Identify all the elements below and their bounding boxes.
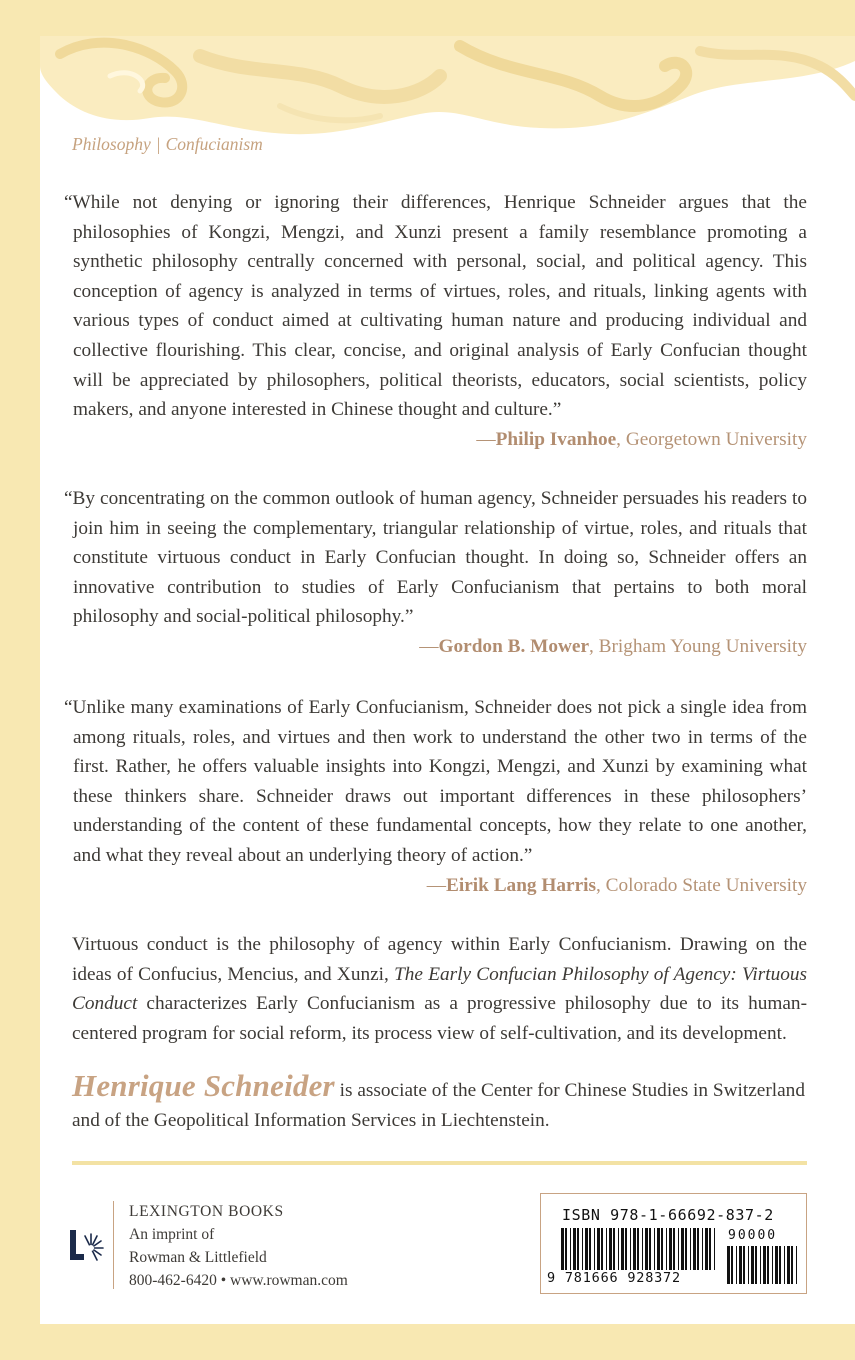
quote-text: “While not denying or ignoring their differences, Henrique Schneider argues that the philosophies of Kongzi, Mengzi, and Xunzi present a family resemblance promoting a synthetic philosophy centrally concerned with personal, social, and political agency. This conception of agency is analyzed in terms of virtues, roles, and rituals, linking agents with various types of conduct aimed at cultivating human nature and producing individual and collective flourishing. This clear, concise, and original analysis of Early Confucian thought will be appreciated by philosophers, political theorists, educators, social scientists, policy makers, and anyone interested in Chinese thought and culture.” [64, 192, 807, 421]
review-quote-3 [64, 693, 807, 900]
category-separator: | [155, 134, 161, 154]
quote-attribution: —Philip Ivanhoe, Georgetown University [476, 428, 807, 450]
quote-author: Eirik Lang Harris [446, 874, 596, 896]
barcode-addon: 90000 [728, 1228, 778, 1243]
publisher-info [129, 1200, 348, 1292]
quote-affiliation: , Brigham Young University [589, 635, 807, 657]
publisher-divider [113, 1201, 114, 1289]
barcode-digits: 9 781666 928372 [547, 1270, 681, 1286]
category-label [72, 134, 263, 155]
review-quote-2 [64, 484, 807, 662]
category-secondary: Confucianism [165, 134, 263, 154]
quote-text: “Unlike many examinations of Early Confucianism, Schneider does not pick a single idea from among rituals, roles, and virtues and then work to understand the other two in terms of the first. Rather, he offers valuable insights into Kongzi, Mengzi, and Xunzi by examining what these thinkers share. Schneider draws out important differences in these philosophers’ understanding of the content of these fundamental concepts, how they relate to one another, and what they reveal about an underlying theory of action.” [64, 697, 807, 866]
isbn-barcode [540, 1193, 807, 1294]
quote-affiliation: , Georgetown University [616, 428, 807, 450]
author-name: Henrique Schneider [72, 1068, 335, 1103]
publisher-imprint: An imprint of [129, 1226, 215, 1243]
lexington-logo-icon [70, 1226, 104, 1262]
quote-attribution: —Eirik Lang Harris, Colorado State University [426, 874, 807, 896]
isbn-label: ISBN 978-1-66692-837-2 [562, 1206, 774, 1224]
review-quote-1 [64, 188, 807, 454]
quote-text: “By concentrating on the common outlook of human agency, Schneider persuades his readers to join him in seeing the complementary, triangular relationship of virtue, roles, and rituals that constitute virtuous conduct in Early Confucian thought. In doing so, Schneider offers an innovative contribution to studies of Early Confucianism that pertains to both moral philosophy and social-political philosophy.” [64, 488, 807, 628]
quote-author: Philip Ivanhoe [495, 428, 617, 450]
quote-author: Gordon B. Mower [438, 635, 589, 657]
book-description: Virtuous conduct is the philosophy of agency within Early Confucianism. Drawing on the ideas of Confucius, Mencius, and Xunzi, The Early Confucian Philosophy of Agency: Virtuous Conduct characterizes Early Confucianism as a progressive philosophy due to its human-centered program for social reform, its process view of self-cultivation, and its development. [72, 934, 807, 1044]
quote-affiliation: , Colorado State University [596, 874, 807, 896]
bio-text: is associate of the Center for Chinese Studies in Switzerland and of the Geopolitical Information Services in Liechtenstein. [72, 1080, 805, 1131]
publisher-contact: 800-462-6420 • www.rowman.com [129, 1272, 348, 1289]
publisher-parent: Rowman & Littlefield [129, 1249, 267, 1266]
publisher-name: LEXINGTON BOOKS [129, 1203, 284, 1220]
divider [72, 1161, 807, 1165]
category-primary: Philosophy [72, 134, 151, 154]
author-bio [72, 1068, 812, 1136]
book-title: The Early Confucian Philosophy of Agency: Virtuous Conduct [72, 963, 807, 1015]
decorative-ornament [40, 36, 855, 146]
back-cover [40, 36, 855, 1324]
quote-attribution: —Gordon B. Mower, Brigham Young University [419, 635, 807, 657]
